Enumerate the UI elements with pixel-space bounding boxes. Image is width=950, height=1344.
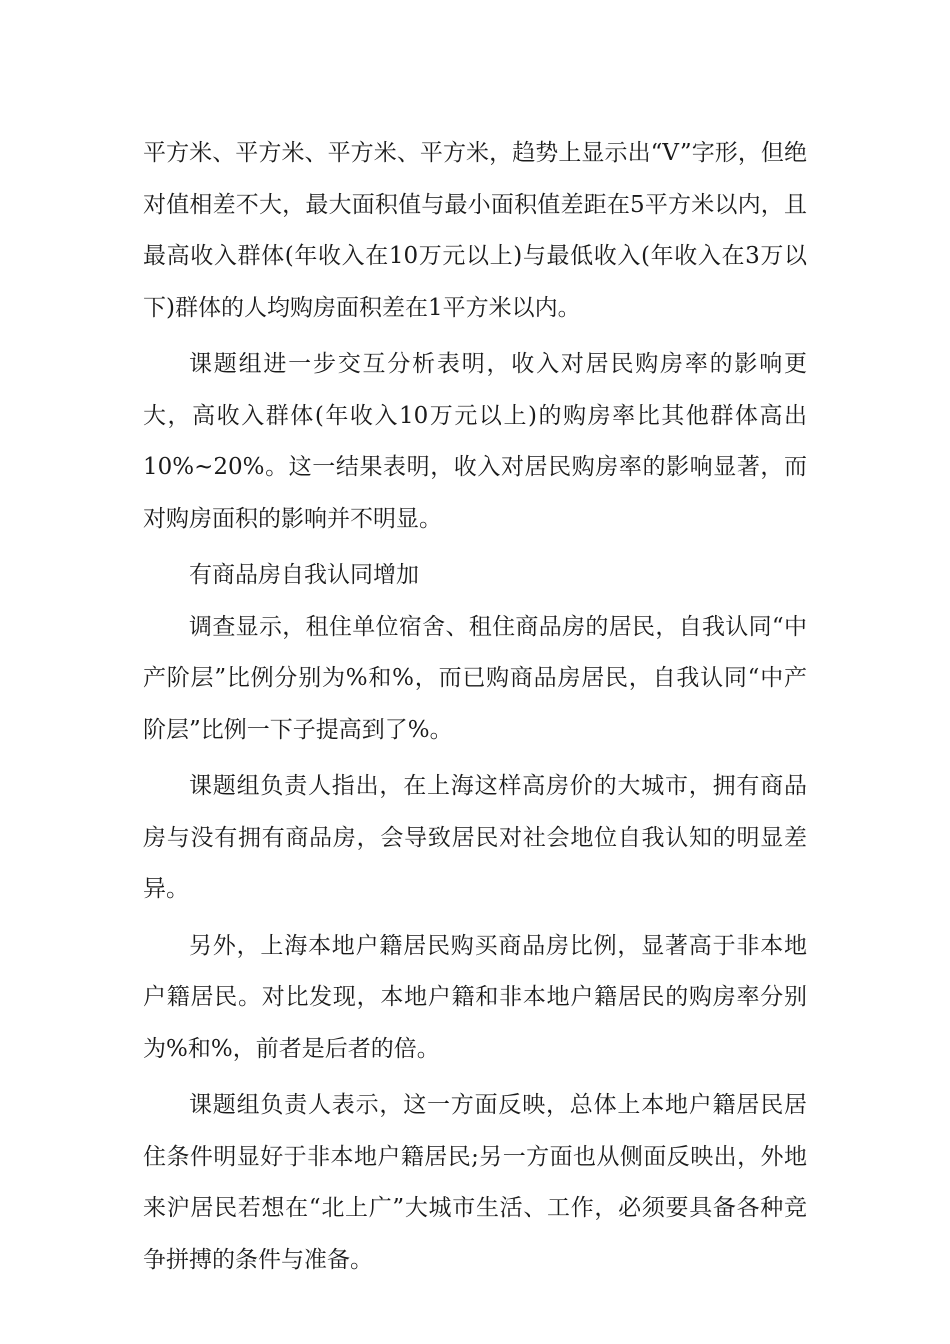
document-body xyxy=(143,128,807,1286)
paragraph-income-analysis: 课题组进一步交互分析表明，收入对居民购房率的影响更大，高收入群体(年收入10万元以上)的购房率比其他群体高出10%~20%。这一结果表明，收入对居民购房率的影响显著，而对购房面积的影响并不明显。 xyxy=(143,351,807,532)
paragraph-leader-conclusion: 课题组负责人表示，这一方面反映，总体上本地户籍居民居住条件明显好于非本地户籍居民;另一方面也从侧面反映出，外地来沪居民若想在“北上广”大城市生活、工作，必须要具备各种竞争拼搏的条件与准备。 xyxy=(143,1092,807,1273)
paragraph-survey-middle-class: 调查显示，租住单位宿舍、租住商品房的居民，自我认同“中产阶层”比例分别为%和%，而已购商品房居民，自我认同“中产阶层”比例一下子提高到了%。 xyxy=(143,613,807,743)
paragraph-area-trend: 平方米、平方米、平方米、平方米，趋势上显示出“V”字形，但绝对值相差不大，最大面积值与最小面积值差距在5平方米以内，且最高收入群体(年收入在10万元以上)与最低收入(年收入在3万以下)群体的人均购房面积差在1平方米以内。 xyxy=(143,140,807,321)
paragraph-leader-comment: 课题组负责人指出，在上海这样高房价的大城市，拥有商品房与没有拥有商品房，会导致居民对社会地位自我认知的明显差异。 xyxy=(143,773,807,902)
paragraph-local-registration: 另外，上海本地户籍居民购买商品房比例，显著高于非本地户籍居民。对比发现，本地户籍和非本地户籍居民的购房率分别为%和%，前者是后者的倍。 xyxy=(143,932,807,1062)
section-heading-self-identity: 有商品房自我认同增加 xyxy=(189,562,419,588)
